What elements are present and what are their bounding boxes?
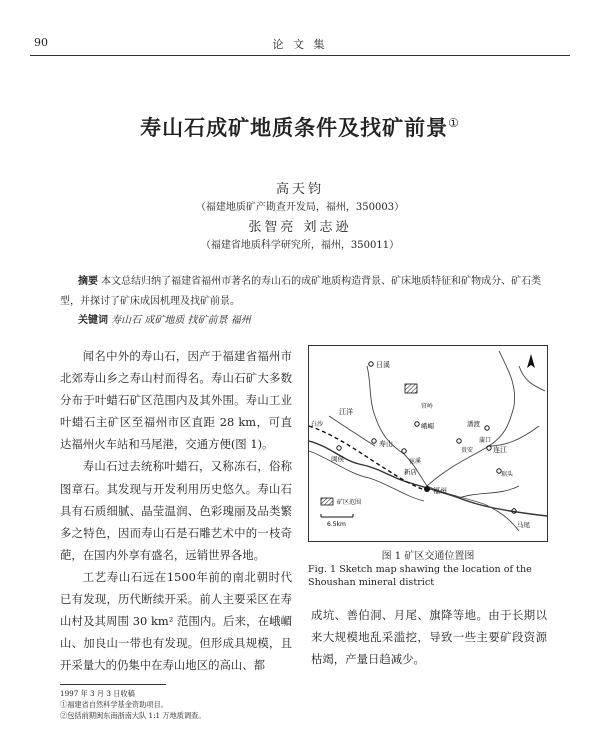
footnote-survey: ②包括前期闽东南浙南大队 1:1 万地质调查。	[60, 711, 206, 720]
location-map-figure	[308, 345, 548, 542]
map-label-guanling: 官岭	[421, 403, 434, 410]
road	[427, 351, 515, 486]
legend-ore-swatch	[321, 498, 333, 505]
author-primary: 高天钧	[275, 182, 324, 197]
body-paragraph: 闻名中外的寿山石，因产于福建省福州市北郊寿山乡之寿山村而得名。寿山石矿大多数分布于叶蜡石矿区范围内及其外围。寿山工业叶蜡石主矿区至福州市区直距 28 km，可直达福州火车站和马尾港，交通方便(图 1)。	[60, 349, 292, 452]
map-label-luoyuan: 连江	[493, 446, 507, 454]
map-label-fuzhou: 福州	[433, 487, 447, 495]
river-branch	[459, 486, 519, 498]
map-label-rixi: 日溪	[376, 361, 390, 369]
footnote-rule	[60, 684, 166, 685]
abstract-label: 摘要	[78, 276, 98, 287]
body-paragraph: 寿山石过去统称叶蜡石，又称冻石，俗称图章石。其发现与开发利用历史悠久。寿山石具有石质细腻、晶莹温润、色彩瑰丽及品类繁多之特色，因而寿山石是石雕艺术中的一枝奇葩，在国内外享有盛名，远销世界各地。	[60, 459, 292, 562]
body-column-left	[60, 345, 292, 676]
town-marker	[337, 446, 341, 450]
town-marker	[402, 449, 406, 453]
map-label-xindian: 新店	[404, 468, 417, 476]
keywords	[78, 311, 251, 326]
title-text: 寿山石成矿地质条件及找矿前景	[140, 115, 449, 140]
map-label-jiangyang: 江洋	[339, 408, 353, 416]
map-label-eshan: 峨嵋	[421, 422, 434, 430]
map-label-yixi: 宦溪	[409, 458, 422, 465]
body-paragraph: 成坑、善伯洞、月尾、旗降等地。由于长期以来大规模地乱采滥挖，导致一些主要矿段资源枯竭，产量日趋减少。	[311, 608, 547, 667]
ore-district-marker	[405, 384, 417, 393]
town-marker	[457, 439, 461, 443]
article-title	[0, 112, 600, 142]
map-label-guiyuan: 贵安	[461, 447, 474, 454]
header-rule	[30, 55, 570, 56]
map-label-baisha: 白沙	[311, 421, 324, 428]
keywords-label: 关键词	[78, 315, 108, 326]
road	[329, 416, 375, 446]
footnotes	[60, 688, 206, 721]
town-marker	[369, 362, 373, 366]
page-number: 90	[34, 36, 48, 49]
figure-caption-en: Fig. 1 Sketch map shawing the location of the Shoushan mineral district	[308, 564, 532, 588]
road	[519, 366, 545, 391]
road	[489, 426, 539, 446]
abstract-text: 本文总结归纳了福建省福州市著名的寿山石的成矿地质构造背景、矿床地质特征和矿物成分、矿石类型，并探讨了矿床成因机理及找矿前景。	[60, 276, 542, 307]
map-label-shoushan: 寿山	[379, 440, 393, 448]
scale-label: 6.5km	[327, 521, 346, 528]
legend-ore-label: 矿区范围	[337, 499, 362, 506]
affiliation-secondary: （福建省地质科学研究所，福州，350011）	[200, 240, 400, 251]
map-label-tangqian: 潘渡	[467, 420, 480, 428]
town-marker	[415, 422, 419, 426]
town-marker	[372, 439, 376, 443]
running-head: 论 文 集	[272, 38, 328, 51]
title-note-mark: ①	[448, 116, 460, 130]
map-label-tangjiang: 蒲口	[479, 437, 492, 444]
body-column-right	[311, 604, 547, 670]
author-secondary: 张智亮 刘志逊	[248, 220, 352, 235]
town-marker	[485, 426, 489, 430]
abstract	[60, 272, 542, 312]
footnote-funding: ①福建省自然科学基金资助项目。	[60, 700, 168, 709]
city-marker	[424, 486, 430, 492]
figure-caption-cn: 图 1 矿区交通位置图	[381, 551, 475, 562]
north-arrow-icon	[527, 354, 535, 368]
location-map	[309, 346, 547, 541]
river-branch	[309, 451, 424, 501]
footnote-received: 1997 年 3 月 3 日收稿	[60, 689, 135, 698]
keywords-text: 寿山石 成矿地质 找矿前景 福州	[108, 315, 251, 326]
body-paragraph: 工艺寿山石远在1500年前的南北朝时代已有发现，历代断续开采。前人主要采区在寿山村及其周围 30 km² 范围内。后来，在峨嵋山、加良山一带也有发现。但形成具规模，且开采量大的仍集中在寿山地区的高山、都	[60, 569, 292, 673]
map-label-mawei: 马尾	[517, 521, 530, 529]
affiliation-primary: （福建地质矿产勘查开发局，福州，350003）	[195, 202, 405, 213]
map-label-jiangbei: 琯头	[501, 471, 514, 478]
map-label-minhou: 闽侯	[331, 455, 344, 463]
